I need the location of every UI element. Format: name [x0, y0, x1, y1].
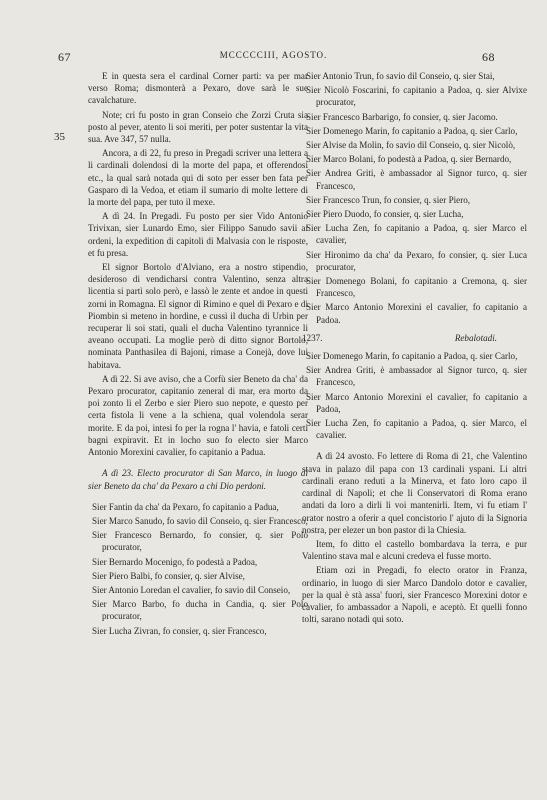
list-item: Sier Lucha Zen, fo capitanio a Padoa, q. sier Marco, el cavalier. — [306, 418, 527, 441]
list-item: Sier Francesco Barbarigo, fo consier, q. sier Jacomo. — [306, 111, 498, 122]
paragraph: El signor Bortolo d'Alviano, era a nostro stipendio, desideroso di vendicharsi contra Valentino, senza altra licentia si partì solo però, e lassò le zente et andoe in questi zorni in Romagna. El signor di Rimino e quel di Pexaro e di Piombin si meteno in hordine, e cussì il ducha di Urbin per recuperar li soi stati, quali el ducha Valentino tyrannice li aveano occupati. La moglie però di ditto signor Bortolo, nominata Panthasilea di Bajoni, rimase a Conejà, dove lui habitava. — [88, 262, 308, 370]
page-number-right: 68 — [482, 50, 495, 64]
list-item: Sier Andrea Griti, è ambassador al Signor turco, q. sier Francesco, — [306, 365, 527, 388]
left-column — [88, 70, 308, 639]
list-item: Sier Antonio Trun, fo savio dil Conseio, q. sier Stai, — [306, 71, 495, 81]
list-item: Sier Lucha Zen, fo capitanio a Padoa, q. sier Marco el cavalier, — [306, 223, 527, 246]
list-item: Sier Andrea Griti, è ambassador al Signor turco, q. sier Francesco, — [306, 168, 527, 191]
paragraph: Note; cri fu posto in gran Conseio che Zorzi Cruta sia posto al pever, atento li soi meriti, per poter sustentar la vita sua. Ave 347, 57 nulla. — [88, 109, 308, 145]
list-item: Sier Marco Antonio Morexini el cavalier, fo capitanio a Padoa, — [306, 391, 527, 414]
list-item: Sier Lucha Zivran, fo consier, q. sier Francesco, — [92, 625, 267, 636]
list-item: Sier Alvise da Molin, fo savio dil Conseio, q. sier Nicolò, — [306, 140, 516, 151]
paragraph: A dì 22. Si ave aviso, che a Corfù sier Beneto da cha' da Pexaro procurator, capitanio zeneral di mar, era morto da poi zonto lì el Zerbo e sier Piero suo nepote, e questo per certa fistola li vene a la schiena, qual volendola serar morite. E da poi, intesi fo per la rogna l' havia, e fatoli certi bagni expiravit. Et in locho suo fo electo sier Marco Antonio Morexini cavalier, fo capitanio a Padua. — [88, 373, 308, 458]
election-heading: A dì 23. Electo procurator di San Marco, in luogo di sier Beneto da cha' da Pexaro a chi Dio perdoni. — [88, 468, 308, 491]
paragraph: Item, fo ditto el castello bombardava la terra, e pur Valentino stava mal e alcuni credeva el fusse morto. — [302, 538, 527, 562]
list-item: Sier Nicolò Foscarini, fo capitanio a Padoa, q. sier Alvixe procurator, — [306, 85, 527, 108]
list-item: Sier Antonio Loredan el cavalier, fo savio dil Conseio, — [92, 584, 291, 595]
candidate-list — [88, 501, 308, 637]
list-item: Sier Domenego Marin, fo capitanio a Padoa, q. sier Carlo, — [306, 125, 518, 136]
list-item: Sier Francesco Trun, fo consier, q. sier Piero, — [306, 194, 471, 205]
paragraph: E in questa sera el cardinal Corner parti: va per mar verso Roma; dismonterà a Pexaro, dove sarà le sue cavalchature. — [88, 71, 308, 106]
page-number-left: 67 — [58, 50, 71, 64]
paragraph: Etiam ozi in Pregadi, fo electo orator in Franza, ordinario, in luogo di sier Marco Dandolo dotor e cavalier, per la qual è stà assa' fuori, sier Francesco Morexini dotor e cavalier, fo ambassador a Napoli, e aceptò. Et quelli fonno tolti, sarano notadi qui soto. — [302, 565, 527, 625]
list-item: Sier Marco Sanudo, fo savio dil Conseio, q. sier Francesco, — [92, 515, 308, 526]
ballot-heading — [302, 332, 527, 344]
paragraph: Ancora, a dì 22, fu preso in Pregadi scriver una lettera a li cardinali dolendosi di la morte del papa, et offerendosi etc., la qual sarà notada qui di soto per esser ben fata per Gasparo di la Vedoa, et etiam il sumario di molte lettere di la morte del papa, per tuto il mexe. — [88, 148, 308, 208]
list-item: Sier Domenego Marin, fo capitanio a Padoa, q. sier Carlo, — [306, 351, 518, 362]
ballot-title: Rebalotadi. — [454, 332, 497, 343]
list-item: Sier Hironimo da cha' da Pexaro, fo consier, q. sier Luca procurator, — [306, 249, 527, 272]
paragraph: A dì 24. In Pregadi. Fu posto per sier Vido Antonio Trivixan, sier Lunardo Emo, sier Filippo Sanudo savii ai ordeni, la expedition di capitoli di Malvasia con le risposte, et fu presa. — [88, 211, 308, 258]
list-item: Sier Bernardo Mocenigo, fo podestà a Padoa, — [92, 556, 258, 567]
list-item: Sier Francesco Bernardo, fo consier, q. sier Polo procurator, — [92, 530, 308, 553]
list-item: Sier Marco Barbo, fo ducha in Candia, q. sier Polo procurator, — [92, 599, 308, 622]
candidate-list — [302, 350, 527, 441]
right-column — [302, 70, 527, 627]
list-item: Sier Domenego Bolani, fo capitanio a Cremona, q. sier Francesco, — [306, 276, 527, 299]
running-header: MCCCCCIII, AGOSTO. — [219, 50, 328, 60]
ballot-number: 1237. — [302, 332, 323, 343]
margin-number: 35 — [54, 131, 65, 143]
paragraph: A dì 24 avosto. Fo lettere di Roma di 21, che Valentino stava in palazo dil papa con 13 cardinali yspani. Li altri cardinali erano reduti a la Minerva, et fato loro capo il cardinal di Napoli; et che li Conservatori di Roma erano andati da loro a dirli li voi mantenirli. Item, vi fu etiam l' orator nostro a oferir a quel concistorio l' ajuto di la Signoria nostra, per elezer un bon pastor di la Chiesia. — [302, 451, 527, 535]
list-item: Sier Marco Antonio Morexini el cavalier, fo capitanio a Padoa. — [306, 302, 527, 325]
candidate-list — [302, 70, 527, 326]
list-item: Sier Fantin da cha' da Pexaro, fo capitanio a Padua, — [92, 501, 279, 512]
list-item: Sier Piero Balbi, fo consier, q. sier Alvise, — [92, 570, 245, 581]
list-item: Sier Piero Duodo, fo consier, q. sier Lucha, — [306, 209, 464, 220]
list-item: Sier Marco Bolani, fo podestà a Padoa, q. sier Bernardo, — [306, 154, 512, 165]
